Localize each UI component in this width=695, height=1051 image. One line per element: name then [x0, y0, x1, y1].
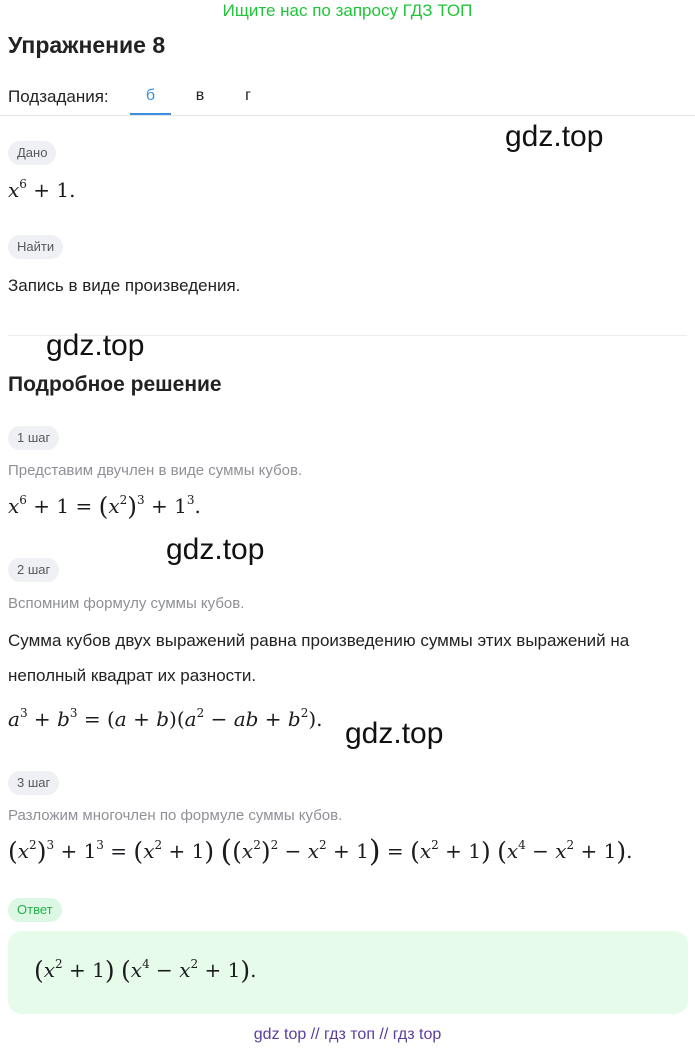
step-1-hint: Представим двучлен в виде суммы кубов.: [8, 462, 303, 479]
step-3-hint: Разложим многочлен по формуле суммы кубов.: [8, 807, 343, 824]
find-text: Запись в виде произведения.: [8, 276, 241, 295]
tab-subtask-b[interactable]: б: [145, 87, 156, 104]
step-2-text-line-1: Сумма кубов двух выражений равна произведению суммы этих выражений на: [8, 631, 630, 650]
step-1-formula: $x^6 + 1 = (x^2)^3 + 1^3$.: [8, 492, 201, 521]
given-badge: Дано: [8, 141, 56, 165]
tab-subtask-g[interactable]: г: [245, 87, 251, 104]
step-2-badge: 2 шаг: [8, 558, 59, 582]
answer-formula: $(x^2 + 1) (x^4 - x^2 + 1)$.: [34, 956, 257, 985]
step-3-badge: 3 шаг: [8, 771, 59, 795]
page-title: Упражнение 8: [8, 32, 166, 58]
given-expression: $x^6 + 1$.: [8, 177, 76, 202]
footer-links[interactable]: gdz top // гдз топ // гдз top: [253, 1026, 442, 1043]
tab-subtask-v[interactable]: в: [195, 87, 205, 104]
find-badge: Найти: [8, 235, 63, 259]
watermark: gdz.top: [505, 120, 604, 153]
tabs-divider: [0, 115, 695, 116]
watermark: gdz.top: [345, 717, 444, 750]
step-2-hint: Вспомним формулу суммы кубов.: [8, 595, 245, 612]
step-1-badge: 1 шаг: [8, 426, 59, 450]
search-promo-banner: Ищите нас по запросу ГДЗ ТОП: [222, 1, 473, 20]
step-2-text-line-2: неполный квадрат их разности.: [8, 666, 257, 685]
subtasks-label: Подзадания:: [8, 87, 109, 106]
watermark: gdz.top: [166, 533, 265, 566]
watermark: gdz.top: [46, 329, 145, 362]
step-2-formula: $a^3 + b^3 = (a + b)(a^2$ − ab + $b^2$).: [8, 706, 323, 731]
answer-badge: Ответ: [8, 898, 62, 922]
solution-title: Подробное решение: [8, 373, 222, 396]
step-3-formula: $(x^2)^3 + 1^3 = (x^2 + 1) ((x^2)^2 - x^2 + 1) = (x^2 + 1) (x^4 - x^2 + 1)$.: [8, 834, 633, 869]
